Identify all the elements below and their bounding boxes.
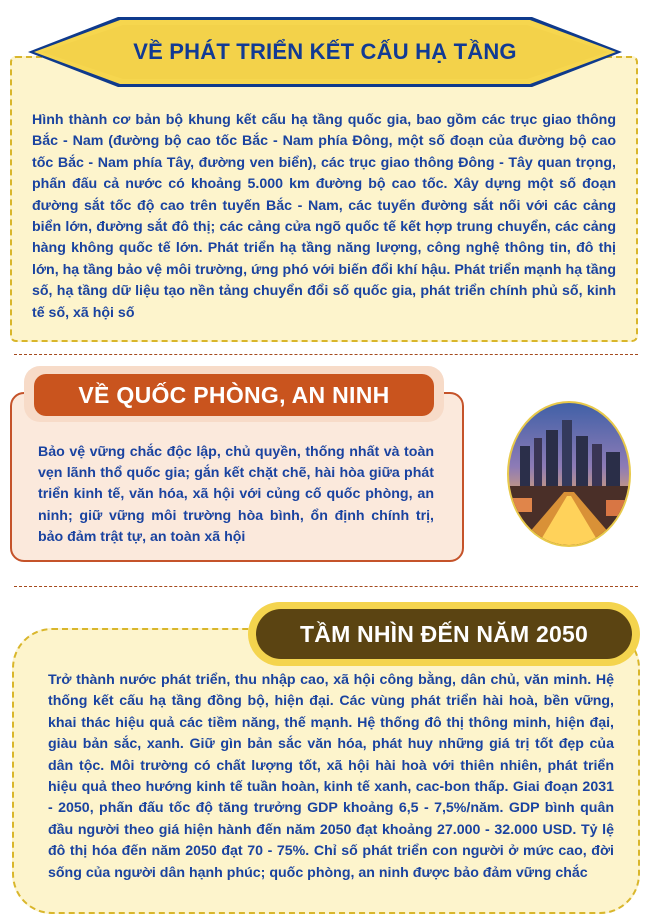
vision-body: Trở thành nước phát triển, thu nhập cao, xã hội công bằng, dân chủ, văn minh. Hệ thống kết cấu hạ tầng đồng bộ, hiện đại. Các vùng phát triển hài hoà, bền vững, khai thác hiệu quả các tiềm năng, thế mạnh. Hệ thống đô thị thông minh, hiện đại, giàu bản sắc, xanh. Giữ gìn bản sắc văn hóa, phát huy những giá trị tốt đẹp của dân tộc. Môi trường có chất lượng tốt, xã hội hài hoà với thiên nhiên, phát triển hiệu quả theo hướng kinh tế tuần hoàn, kinh tế xanh, cac-bon thấp. Giai đoạn 2031 - 2050, phấn đấu tốc độ tăng trưởng GDP khoảng 6,5 - 7,5%/năm. GDP bình quân đầu người theo giá hiện hành đến năm 2050 đạt khoảng 27.000 - 32.000 USD. Tỷ lệ đô thị hóa đến năm 2050 đạt 70 - 75%. Chỉ số phát triển con người ở mức cao, đời sống của người dân hạnh phúc; quốc phòng, an ninh được bảo đảm vững chắc xyxy=(48,672,614,881)
vision-title: TẦM NHÌN ĐẾN NĂM 2050 xyxy=(256,609,632,659)
defense-body: Bảo vệ vững chắc độc lập, chủ quyền, thống nhất và toàn vẹn lãnh thổ quốc gia; gắn kết chặt chẽ, hài hòa giữa phát triển kinh tế, văn hóa, xã hội với củng cố quốc phòng, an ninh; giữ vững môi trường hòa bình, ổn định chính trị, bảo đảm trật tự, an toàn xã hội xyxy=(38,444,434,545)
infrastructure-title: VỀ PHÁT TRIỂN KẾT CẤU HẠ TẦNG xyxy=(133,39,517,64)
infrastructure-body: Hình thành cơ bản bộ khung kết cấu hạ tầng quốc gia, bao gồm các trục giao thông Bắc - Nam (đường bộ cao tốc Bắc - Nam phía Đông, một số đoạn của đường bộ cao tốc Bắc - Nam phía Tây, đường ven biển), các trục giao thông Đông - Tây quan trọng, phấn đấu cả nước có khoảng 5.000 km đường bộ cao tốc. Xây dựng một số đoạn đường sắt tốc độ cao trên tuyến Bắc - Nam, các tuyến đường sắt nối với các cảng biển lớn, đường sắt đô thị; các cảng cửa ngõ quốc tế kết hợp trung chuyển, các cảng hàng không quốc tế lớn. Phát triển hạ tầng năng lượng, công nghệ thông tin, đô thị lớn, hạ tầng bảo vệ môi trường, ứng phó với biến đổi khí hậu. Phát triển mạnh hạ tầng số, hạ tầng dữ liệu tạo nền tảng chuyển đổi số quốc gia, phát triển chính phủ số, kinh tế số, xã hội số xyxy=(32,112,616,321)
city-night-photo xyxy=(506,400,632,548)
defense-title: VỀ QUỐC PHÒNG, AN NINH xyxy=(34,374,434,416)
section-divider-1 xyxy=(14,354,638,355)
section-divider-2 xyxy=(14,586,638,587)
